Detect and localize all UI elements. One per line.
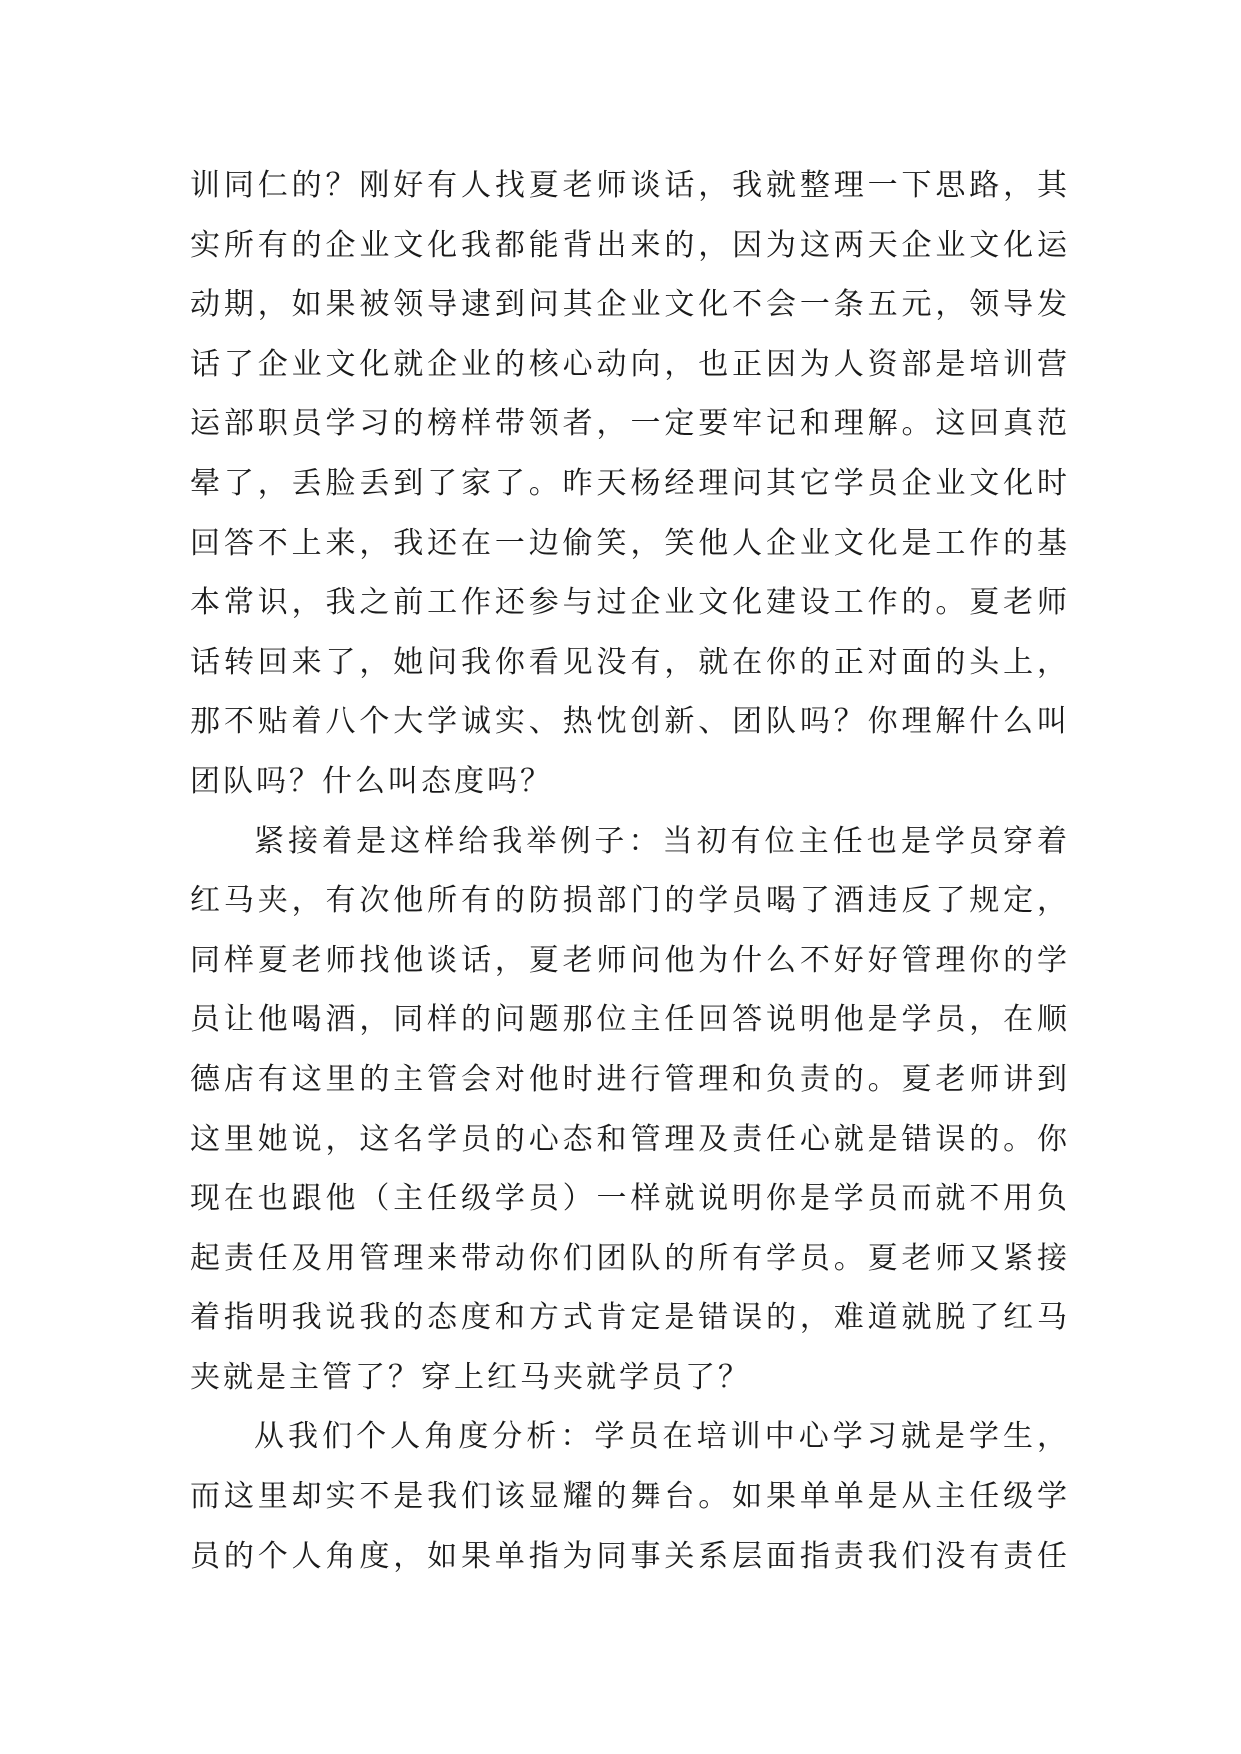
- text-line: 同样夏老师找他谈话，夏老师问他为什么不好好管理你的学: [190, 942, 1070, 978]
- text-line: 运部职员学习的榜样带领者，一定要牢记和理解。这回真范: [190, 406, 1070, 442]
- text-line: 话了企业文化就企业的核心动向，也正因为人资部是培训营: [190, 346, 1070, 382]
- text-line: 这里她说，这名学员的心态和管理及责任心就是错误的。你: [190, 1121, 1070, 1157]
- text-line: 德店有这里的主管会对他时进行管理和负责的。夏老师讲到: [190, 1061, 1070, 1097]
- text-line: 现在也跟他（主任级学员）一样就说明你是学员而就不用负: [190, 1181, 1070, 1217]
- text-line: 话转回来了，她问我你看见没有，就在你的正对面的头上，: [190, 644, 1070, 680]
- text-line: 动期，如果被领导逮到问其企业文化不会一条五元，领导发: [190, 287, 1070, 323]
- paragraph-end-line: 团队吗？什么叫态度吗？: [190, 763, 553, 799]
- text-line: 晕了，丢脸丢到了家了。昨天杨经理问其它学员企业文化时: [190, 465, 1070, 501]
- text-line: 那不贴着八个大学诚实、热忱创新、团队吗？你理解什么叫: [190, 704, 1070, 740]
- text-line: 员的个人角度，如果单指为同事关系层面指责我们没有责任: [190, 1538, 1070, 1574]
- text-line: 着指明我说我的态度和方式肯定是错误的，难道就脱了红马: [190, 1300, 1070, 1336]
- text-line: 回答不上来，我还在一边偷笑，笑他人企业文化是工作的基: [190, 525, 1070, 561]
- paragraph-start-line: 从我们个人角度分析：学员在培训中心学习就是学生，: [254, 1419, 1070, 1455]
- text-line: 起责任及用管理来带动你们团队的所有学员。夏老师又紧接: [190, 1240, 1070, 1276]
- text-line: 而这里却实不是我们该显耀的舞台。如果单单是从主任级学: [190, 1479, 1070, 1515]
- text-line: 实所有的企业文化我都能背出来的，因为这两天企业文化运: [190, 227, 1070, 263]
- paragraph-start-line: 紧接着是这样给我举例子：当初有位主任也是学员穿着: [254, 823, 1070, 859]
- text-line: 本常识，我之前工作还参与过企业文化建设工作的。夏老师: [190, 585, 1070, 621]
- paragraph-end-line: 夹就是主管了？穿上红马夹就学员了？: [190, 1359, 751, 1395]
- text-line: 红马夹，有次他所有的防损部门的学员喝了酒违反了规定，: [190, 883, 1070, 919]
- text-line: 员让他喝酒，同样的问题那位主任回答说明他是学员，在顺: [190, 1002, 1070, 1038]
- text-line: 训同仁的？刚好有人找夏老师谈话，我就整理一下思路，其: [190, 168, 1070, 203]
- body-text: [190, 156, 1070, 1586]
